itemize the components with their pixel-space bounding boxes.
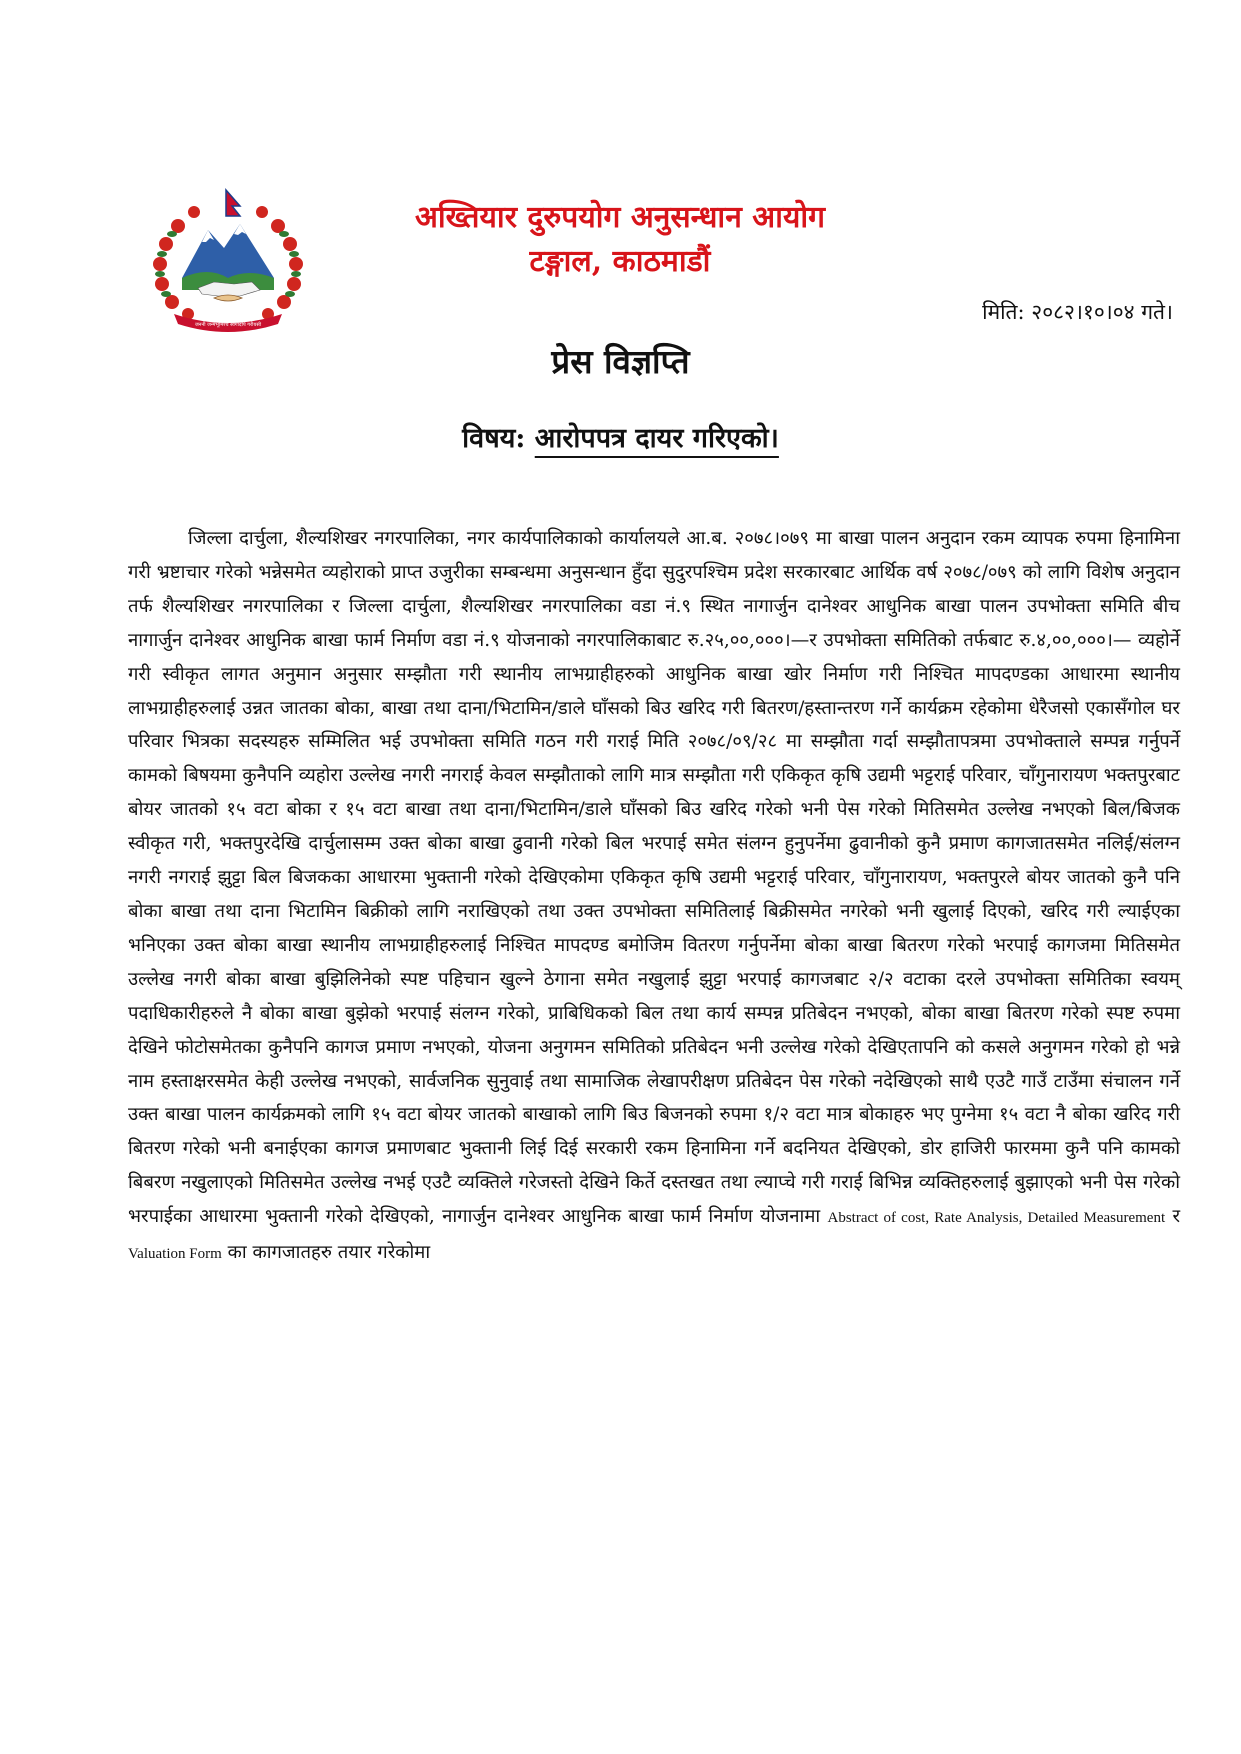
organization-name: अख्तियार दुरुपयोग अनुसन्धान आयोग bbox=[414, 200, 826, 235]
subject-line bbox=[0, 418, 1241, 455]
body-paragraph bbox=[128, 522, 1180, 1272]
nepal-government-emblem-icon bbox=[148, 186, 308, 336]
body-text-part3: का कागजातहरु तयार गरेकोमा bbox=[227, 1242, 431, 1264]
body-latin-text-1: Abstract of cost, Rate Analysis, Detailed Measurement bbox=[827, 1210, 1166, 1227]
subject-text: आरोपपत्र दायर गरिएको। bbox=[534, 423, 779, 454]
body-text-part1: जिल्ला दार्चुला, शैल्यशिखर नगरपालिका, नगर कार्यपालिकाको कार्यालयले आ.ब. २०७८।०७९ मा बाखा पालन अनुदान रकम व्यापक रुपमा हिनामिना गरी भ्रष्टाचार गरेको भन्नेसमेत व्यहोराको प्राप्त उजुरीका सम्बन्धमा अनुसन्धान हुँदा सुदुरपश्चिम प्रदेश सरकारबाट आर्थिक वर्ष २०७८/०७९ को लागि विशेष अनुदान तर्फ शैल्यशिखर नगरपालिका र जिल्ला दार्चुला, शैल्यशिखर नगरपालिका वडा नं.९ स्थित नागार्जुन दानेश्वर आधुनिक बाखा पालन उपभोक्ता समिति बीच नागार्जुन दानेश्वर आधुनिक बाखा फार्म निर्माण वडा नं.९ योजनाको नगरपालिकाबाट रु.२५,००,०००।—र उपभोक्ता समितिको तर्फबाट रु.४,००,०००।— व्यहोर्ने गरी स्वीकृत लागत अनुमान अनुसार सम्झौता गरी स्थानीय लाभग्राहीहरुको आधुनिक बाखा खोर निर्माण गरी निश्चित मापदण्डका आधारमा स्थानीय लाभग्राहीहरुलाई उन्नत जातका बोका, बाखा तथा दाना/भिटामिन/डाले घाँसको बिउ खरिद गरी बितरण/हस्तान्तरण गर्ने कार्यक्रम रहेकोमा धेरैजसो एकासँगोल घर परिवार भित्रका सदस्यहरु सम्मिलित भई उपभोक्ता समिति गठन गरी गराई मिति २०७८/०९/२८ मा सम्झौता गर्दा सम्झौतापत्रमा उपभोक्ताले सम्पन्न गर्नुपर्ने कामको बिषयमा कुनैपनि व्यहोरा उल्लेख नगरी नगराई केवल सम्झौताको लागि मात्र सम्झौता गरी एकिकृत कृषि उद्यमी भट्टराई परिवार, चाँगुनारायण भक्तपुरबाट बोयर जातको १५ वटा बोका र १५ वटा बाखा तथा दाना/भिटामिन/डाले घाँसको बिउ खरिद गरेको भनी पेस गरेको मितिसमेत उल्लेख नभएको बिल/बिजक स्वीकृत गरी, भक्तपुरदेखि दार्चुलासम्म उक्त बोका बाखा ढुवानी गरेको बिल भरपाई समेत संलग्न हुनुपर्नेमा ढुवानीको कुनै प्रमाण कागजातसमेत नलिई/संलग्न नगरी नगराई झुट्टा बिल बिजकका आधारमा भुक्तानी गरेको देखिएकोमा एकिकृत कृषि उद्यमी भट्टराई परिवार, चाँगुनारायण, भक्तपुरले बोयर जातको कुनै पनि बोका बाखा तथा दाना भिटामिन बिक्रीको लागि नराखिएको तथा उक्त उपभोक्ता समितिलाई बिक्रीसमेत नगरेको भनी खुलाई दिएको, खरिद गरी ल्याईएका भनिएका उक्त बोका बाखा स्थानीय लाभग्राहीहरुलाई निश्चित मापदण्ड बमोजिम वितरण गर्नुपर्नेमा बोका बाखा बितरण गरेको भरपाई कागजमा मितिसमेत उल्लेख नगरी बोका बाखा बुझिलिनेको स्पष्ट पहिचान खुल्ने ठेगाना समेत नखुलाई झुट्टा भरपाई कागजबाट २/२ वटाका दरले उपभोक्ता समितिका स्वयम् पदाधिकारीहरुले नै बोका बाखा बुझेको भरपाई संलग्न गरेको, प्राबिधिकको बिल तथा कार्य सम्पन्न प्रतिबेदन नभएको, बोका बाखा बितरण गरेको स्पष्ट रुपमा देखिने फोटोसमेतका कुनैपनि कागज प्रमाण नभएको, योजना अनुगमन समितिको प्रतिबेदन भनी उल्लेख गरेको देखिएतापनि को कसले अनुगमन गरेको हो भन्ने नाम हस्ताक्षरसमेत केही उल्लेख नभएको, सार्वजनिक सुनुवाई तथा सामाजिक लेखापरीक्षण प्रतिबेदन पेस गरेको नदेखिएको साथै एउटै गाउँ टाउँमा संचालन गर्ने उक्त बाखा पालन कार्यक्रमको लागि १५ वटा बोयर जातको बाखाको लागि बिउ बिजनको रुपमा १/२ वटा मात्र बोकाहरु भए पुग्नेमा १५ वटा नै बोका खरिद गरी बितरण गरेको भनी बनाईएका कागज प्रमाणबाट भुक्तानी लिई दिई सरकारी रकम हिनामिना गर्ने बदनियत देखिएको, डोर हाजिरी फारममा कुनै पनि कामको बिबरण नखुलाएको मितिसमेत उल्लेख नभई एउटै व्यक्तिले गरेजस्तो देखिने किर्ते दस्तखत तथा ल्याप्चे गरी गराई बिभिन्न व्यक्तिहरुलाई बुझाएको भनी पेस गरेको भरपाईका आधारमा भुक्तानी गरेको देखिएको, नागार्जुन दानेश्वर आधुनिक बाखा फार्म निर्माण योजनामा bbox=[128, 528, 1180, 1228]
document-date: मिति: २०८२।१०।०४ गते। bbox=[982, 300, 1173, 324]
document-title: प्रेस विज्ञप्ति bbox=[551, 342, 690, 381]
body-latin-text-2: Valuation Form bbox=[128, 1246, 222, 1263]
emblem-motto: जननी जन्मभूमिश्च स्वर्गादपि गरीयसी bbox=[194, 322, 262, 328]
organization-header bbox=[380, 196, 860, 284]
subject-label: विषय: bbox=[462, 423, 526, 454]
organization-location: टङ्गाल, काठमाडौं bbox=[529, 244, 711, 279]
body-text-part2: र bbox=[1172, 1206, 1181, 1228]
